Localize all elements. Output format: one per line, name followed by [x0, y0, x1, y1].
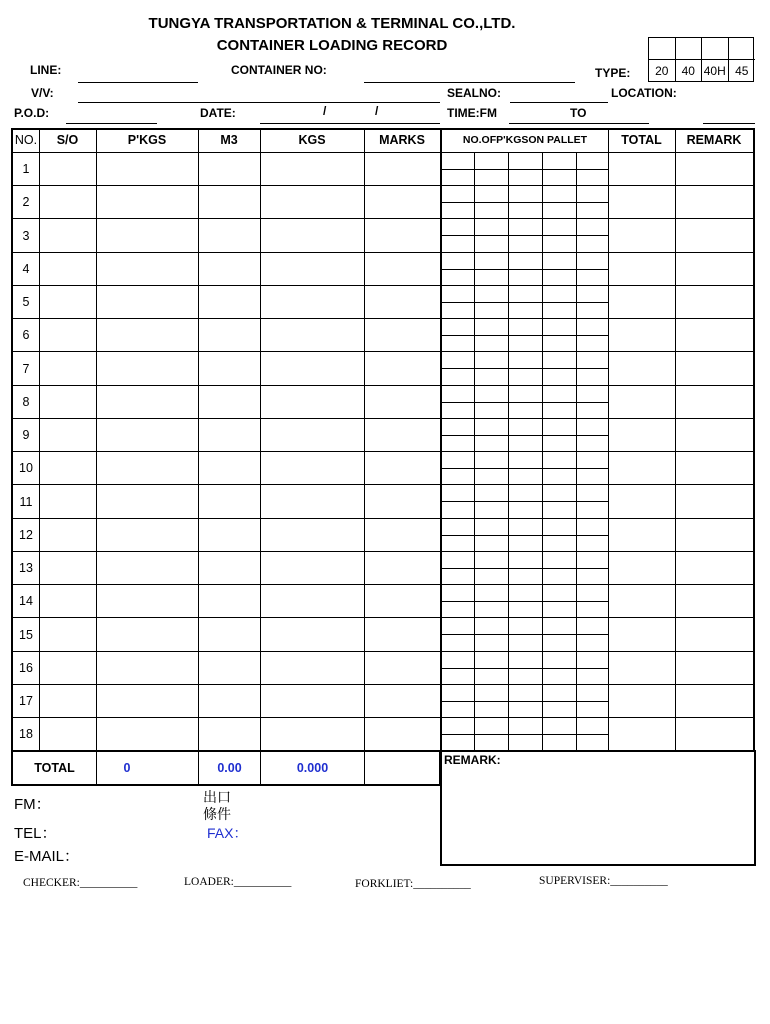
- checker-signature: CHECKER:__________: [23, 877, 138, 889]
- row-number: 17: [19, 694, 33, 708]
- col-header-kgs: KGS: [298, 133, 326, 147]
- export-terms-line1: 出口: [203, 790, 231, 806]
- remark-label: REMARK:: [444, 753, 501, 767]
- vv-label: V/V:: [31, 86, 54, 100]
- total-m3-value: 0.00: [217, 761, 242, 775]
- row-number: 12: [19, 528, 33, 542]
- vv-field[interactable]: [78, 102, 440, 103]
- type-option-20[interactable]: 20: [649, 60, 676, 82]
- container-no-label: CONTAINER NO:: [231, 63, 327, 77]
- loader-signature: LOADER:__________: [184, 876, 292, 888]
- time-to-label: TO: [570, 106, 587, 120]
- col-header-m3: M3: [220, 133, 238, 147]
- type-option-45[interactable]: 45: [735, 64, 749, 78]
- document-title: CONTAINER LOADING RECORD: [216, 37, 448, 54]
- time-fm-label: TIME:FM: [447, 106, 497, 120]
- row-number: 7: [22, 362, 30, 376]
- supervisor-signature: SUPERVISER:__________: [539, 875, 668, 887]
- sealno-label: SEALNO:: [447, 86, 501, 100]
- row-number: 14: [19, 594, 33, 608]
- remark-box[interactable]: [440, 750, 756, 866]
- col-header-so: S/O: [56, 133, 79, 147]
- col-header-pkgs: P'KGS: [127, 133, 167, 147]
- row-number: 15: [19, 628, 33, 642]
- row-number: 18: [19, 727, 33, 741]
- col-header-remark: REMARK: [686, 133, 742, 147]
- forklift-signature: FORKLIET:__________: [355, 878, 471, 890]
- total-pkgs-value: 0: [123, 761, 131, 775]
- line-field[interactable]: [78, 82, 198, 83]
- sealno-field[interactable]: [510, 102, 608, 103]
- row-number: 8: [22, 395, 30, 409]
- export-terms-line2: 條件: [203, 807, 231, 823]
- time-fm-field[interactable]: [509, 123, 649, 124]
- loading-record-table: [11, 128, 755, 752]
- row-number: 4: [22, 262, 30, 276]
- container-no-field[interactable]: [364, 82, 575, 83]
- date-label: DATE:: [200, 106, 236, 120]
- pod-label: P.O.D:: [14, 106, 50, 120]
- col-header-marks: MARKS: [379, 133, 425, 147]
- row-number: 16: [19, 661, 33, 675]
- fax-label: FAX：: [207, 825, 248, 841]
- row-number: 3: [22, 229, 30, 243]
- col-header-no: NO.: [14, 133, 38, 147]
- col-header-total: TOTAL: [621, 133, 662, 147]
- line-label: LINE:: [30, 63, 62, 77]
- email-label: E-MAIL：: [14, 848, 80, 865]
- date-separator-2: /: [375, 104, 379, 118]
- row-number: 5: [22, 295, 30, 309]
- total-kgs-value: 0.000: [296, 761, 329, 775]
- row-number: 9: [22, 428, 30, 442]
- pod-field[interactable]: [66, 123, 157, 124]
- company-name: TUNGYA TRANSPORTATION & TERMINAL CO.,LTD.: [148, 15, 516, 32]
- location-label: LOCATION:: [611, 86, 677, 100]
- row-number: 1: [22, 162, 30, 176]
- date-separator-1: /: [323, 104, 327, 118]
- row-number: 2: [22, 195, 30, 209]
- time-to-field[interactable]: [703, 123, 755, 124]
- tel-label: TEL：: [14, 825, 57, 842]
- date-field[interactable]: [260, 123, 440, 124]
- fm-label: FM：: [14, 796, 51, 813]
- col-header-pallet: NO.OFP'KGSON PALLET: [462, 134, 588, 146]
- row-number: 10: [19, 461, 33, 475]
- type-label: TYPE:: [595, 66, 631, 80]
- type-option-40h[interactable]: 40H: [702, 60, 729, 82]
- row-number: 11: [19, 495, 33, 509]
- type-option-40[interactable]: 40: [676, 60, 703, 82]
- container-type-box: [648, 37, 754, 82]
- total-label: TOTAL: [34, 761, 75, 775]
- row-number: 6: [22, 328, 30, 342]
- row-number: 13: [19, 561, 33, 575]
- total-row: [11, 750, 441, 786]
